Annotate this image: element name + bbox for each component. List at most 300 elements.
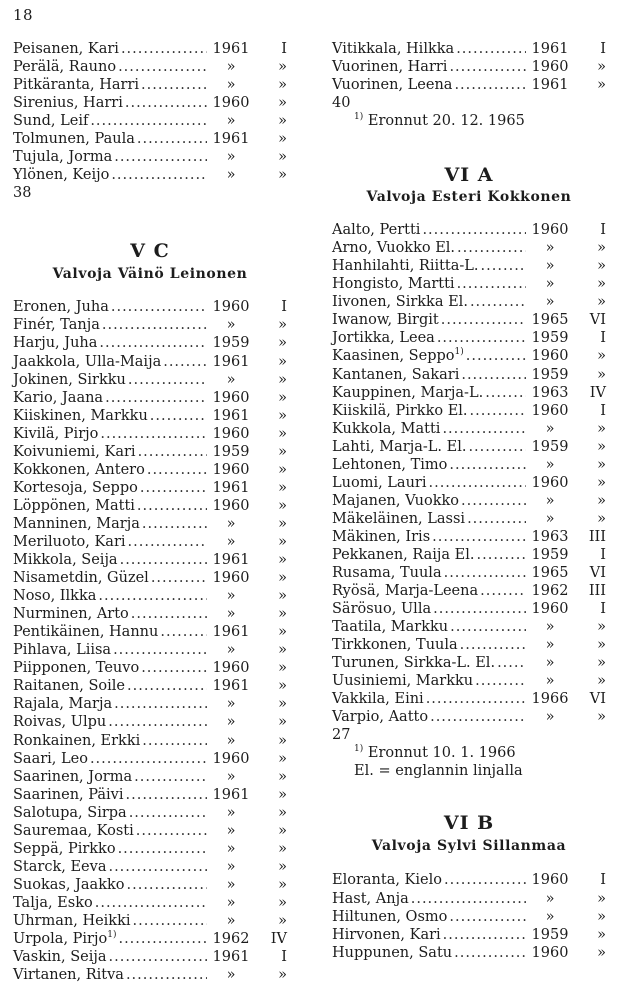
student-name-text: Huppunen, Satu [332,944,453,961]
student-name-text: Starck, Eeva [13,858,107,875]
birth-year: » [226,912,236,929]
student-row [13,166,287,184]
student-name [13,569,149,587]
birth-year: 1961 [212,678,250,695]
dot-leader [121,40,207,58]
student-list [13,40,287,184]
student-row [13,515,287,533]
dot-leader [461,366,526,384]
student-name-text: Koivuniemi, Kari [13,443,136,460]
birth-year: » [545,510,555,527]
class-count: 40 [332,95,351,112]
student-row [13,551,287,569]
birth-year: » [545,619,555,636]
student-name [13,677,125,695]
class-level: » [278,533,287,550]
student-name-text: Eloranta, Kielo [332,872,442,889]
birth-year: » [545,492,555,509]
student-name [13,425,98,443]
student-name [332,600,431,618]
birth-year: 1960 [531,348,569,365]
class-level: VI [589,312,606,329]
birth-year: » [226,822,236,839]
student-name [332,456,447,474]
student-name [13,659,139,677]
student-name [13,353,161,371]
dot-leader [477,546,527,564]
student-name-text: Hongisto, Martti [332,276,455,293]
student-name-text: Tujula, Jorma [13,149,113,166]
footnote-mark: 1) [107,930,117,941]
student-name [332,890,409,908]
student-name-text: Luomi, Lauri [332,474,427,491]
student-name [13,389,103,407]
abbreviation-note: El. = englannin linjalla [354,763,523,780]
class-level: » [278,335,287,352]
student-name [13,515,140,533]
class-level: » [278,497,287,514]
student-row [332,329,606,347]
section-title: VI A [444,164,494,187]
dot-leader [137,497,207,515]
birth-year: » [226,642,236,659]
student-row [332,275,606,293]
student-row [332,257,606,275]
student-name-text: Uhrman, Heikki [13,912,131,929]
dot-leader [449,456,526,474]
birth-year: » [226,714,236,731]
student-name-text: Kaasinen, Seppo [332,348,455,365]
birth-year: » [545,637,555,654]
student-row [13,804,287,822]
student-name [13,948,107,966]
dot-leader [437,329,526,347]
birth-year: 1962 [212,931,250,948]
dot-leader [449,908,526,926]
student-list [13,298,287,984]
student-row [13,623,287,641]
class-level: » [278,714,287,731]
student-name [332,257,479,275]
student-name-text: Sirenius, Harri [13,95,123,112]
student-name-text: Tolmunen, Paula [13,131,135,148]
dot-leader [90,750,207,768]
class-level: » [278,967,287,984]
student-name-text: Suokas, Jaakko [13,876,125,893]
class-level: » [597,492,606,509]
class-level: I [600,222,606,239]
birth-year: » [226,77,236,94]
student-name [332,366,459,384]
student-name-text: Kauppinen, Marja-L. [332,384,484,401]
birth-year: » [545,420,555,437]
birth-year: 1960 [531,474,569,491]
student-row [13,479,287,497]
birth-year: » [545,890,555,907]
birth-year: » [226,533,236,550]
student-row [332,636,606,654]
birth-year: 1962 [531,583,569,600]
dot-leader [444,564,526,582]
class-level: » [278,570,287,587]
student-name-text: Hast, Anja [332,890,409,907]
student-list [332,871,606,961]
birth-year: 1960 [531,402,569,419]
student-name-text: Ryösä, Marja-Leena [332,583,479,600]
dot-leader [137,130,207,148]
student-name-text: Hiltunen, Osmo [332,908,448,925]
class-level: III [588,583,606,600]
dot-leader [163,353,207,371]
class-level: III [588,528,606,545]
student-row [332,402,606,420]
section-title: VI B [443,812,495,835]
birth-year: » [545,240,555,257]
student-row [13,768,287,786]
student-row [332,58,606,76]
student-row [332,347,606,365]
student-list [332,40,606,94]
birth-year: » [545,673,555,690]
class-level: » [278,678,287,695]
student-name-text: Jokinen, Sirkku [13,371,126,388]
student-name [332,926,441,944]
student-row [332,546,606,564]
dot-leader [147,461,207,479]
student-row [13,112,287,130]
section-supervisor: Valvoja Sylvi Sillanmaa [371,838,567,855]
student-row [13,316,287,334]
right-column [332,40,606,962]
student-row [332,690,606,708]
class-level: » [597,59,606,76]
class-level: » [597,944,606,961]
class-level: » [278,353,287,370]
dot-leader [113,641,207,659]
birth-year: » [545,709,555,726]
birth-year: » [545,456,555,473]
student-row [13,930,287,948]
birth-year: 1961 [212,624,250,641]
student-name [332,636,458,654]
student-row [332,944,606,962]
birth-year: 1959 [212,335,250,352]
birth-year: » [226,696,236,713]
class-level: I [600,402,606,419]
class-level: » [278,840,287,857]
dot-leader [497,654,526,672]
student-row [13,822,287,840]
student-name [13,316,100,334]
student-row [13,677,287,695]
class-level: » [278,515,287,532]
student-name [13,40,119,58]
student-row [332,420,606,438]
footnote-mark: 1) [354,112,364,123]
student-row [332,564,606,582]
birth-year: 1961 [212,353,250,370]
birth-year: 1960 [531,872,569,889]
student-name-text: Rusama, Tuula [332,565,442,582]
dot-leader [120,551,207,569]
class-level: I [281,299,287,316]
student-name-text: Kario, Jaana [13,389,104,406]
class-level: » [597,294,606,311]
student-name [13,533,126,551]
student-row [332,76,606,94]
student-name [332,239,455,257]
student-row [332,708,606,726]
student-row [13,58,287,76]
student-name-text: Seppä, Pirkko [13,840,116,857]
student-name-text: Nisametdin, Güzel [13,570,149,587]
student-name [13,822,134,840]
student-name-text: Vaskin, Seija [13,949,107,966]
dot-leader [126,786,208,804]
dot-leader [481,257,526,275]
class-level: » [278,696,287,713]
dot-leader [160,623,207,641]
student-row [13,786,287,804]
class-level: » [278,371,287,388]
dot-leader [460,636,526,654]
class-level: » [597,348,606,365]
class-level: » [278,131,287,148]
birth-year: 1959 [531,330,569,347]
dot-leader [470,293,526,311]
class-level: » [597,438,606,455]
student-name [332,76,452,94]
class-level: IV [589,384,606,401]
student-name [13,130,135,148]
student-name-text: Hanhilahti, Riitta-L. [332,258,479,275]
class-level: » [597,926,606,943]
birth-year: 1960 [212,570,250,587]
birth-year: 1961 [212,949,250,966]
birth-year: 1960 [212,497,250,514]
dot-leader [142,515,207,533]
student-row [13,298,287,316]
dot-leader [108,858,207,876]
dot-leader [141,659,207,677]
class-level: » [278,95,287,112]
student-name-text: Jortikka, Leea [332,330,435,347]
student-name [332,347,464,365]
birth-year: » [226,113,236,130]
student-name [13,112,88,130]
student-name [332,546,475,564]
student-name [13,334,97,352]
student-name-text: Pitkäranta, Harri [13,77,140,94]
student-row [13,569,287,587]
dot-leader [422,221,526,239]
dot-leader [138,443,207,461]
birth-year: 1961 [212,786,250,803]
class-count: 27 [332,727,351,744]
footnote-mark: 1) [354,744,364,755]
student-row [332,293,606,311]
class-level: » [278,149,287,166]
student-name [332,708,428,726]
class-level: » [278,822,287,839]
student-name-text: Ylönen, Keijo [13,167,110,184]
student-row [13,407,287,425]
class-level: » [597,619,606,636]
student-name-text: Aalto, Pertti [332,222,421,239]
student-name-text: Talja, Esko [13,894,93,911]
birth-year: » [226,840,236,857]
student-row [13,732,287,750]
student-row [332,654,606,672]
student-name-text: Kivilä, Pirjo [13,425,99,442]
dot-leader [485,384,526,402]
birth-year: 1960 [212,299,250,316]
dot-leader [432,528,526,546]
class-level: » [278,750,287,767]
birth-year: 1965 [531,312,569,329]
birth-year: 1959 [531,366,569,383]
birth-year: 1961 [212,552,250,569]
birth-year: 1961 [531,41,569,57]
birth-year: » [226,894,236,911]
class-level: I [600,872,606,889]
student-name [332,672,473,690]
student-name-text: Meriluoto, Kari [13,533,126,550]
dot-leader [100,425,207,443]
class-level: » [597,890,606,907]
student-name [332,510,465,528]
dot-leader [428,474,526,492]
dot-leader [480,582,526,600]
student-name-text: Mikkola, Seija [13,552,118,569]
class-level: VI [589,691,606,708]
student-name [332,528,430,546]
student-row [13,130,287,148]
student-name [332,420,440,438]
student-name-text: Pentikäinen, Hannu [13,624,159,641]
student-name-text: Kukkola, Matti [332,420,441,437]
student-name [332,944,452,962]
dot-leader [114,148,207,166]
student-row [332,239,606,257]
student-row [332,908,606,926]
class-level: I [600,601,606,618]
student-name [332,384,483,402]
birth-year: » [226,371,236,388]
birth-year: 1966 [531,691,569,708]
dot-leader [95,894,207,912]
student-name [13,768,132,786]
birth-year: 1960 [212,750,250,767]
student-name [13,58,116,76]
dot-leader [131,605,207,623]
dot-leader [450,618,526,636]
student-name-text: Särösuo, Ulla [332,601,432,618]
student-name-text: Peisanen, Kari [13,41,119,57]
dot-leader [449,58,526,76]
student-name-text: Mäkeläinen, Lassi [332,510,466,527]
student-name-text: Finér, Tanja [13,317,100,334]
student-row [13,425,287,443]
student-name-text: Ronkainen, Erkki [13,732,141,749]
student-row [332,582,606,600]
birth-year: 1963 [531,528,569,545]
student-name [332,871,442,889]
birth-year: 1960 [212,95,250,112]
class-level: I [600,546,606,563]
student-row [13,912,287,930]
class-level: » [278,113,287,130]
student-name-text: Salotupa, Sirpa [13,804,127,821]
dot-leader [457,239,526,257]
birth-year: 1959 [531,926,569,943]
student-name-text: Mäkinen, Iris [332,528,431,545]
student-name-text: Vakkila, Eini [332,691,424,708]
birth-year: 1960 [531,59,569,76]
student-name-text: Löppönen, Matti [13,497,135,514]
class-level: » [278,804,287,821]
student-name [13,407,148,425]
dot-leader [136,822,207,840]
class-level: » [278,552,287,569]
class-level: » [278,443,287,460]
class-level: » [597,637,606,654]
dot-leader [441,311,526,329]
student-name [13,605,129,623]
birth-year: » [226,167,236,184]
class-level: IV [270,931,287,948]
dot-leader [111,166,207,184]
class-level: » [597,709,606,726]
student-name-text: Urpola, Pirjo [13,931,108,948]
birth-year: » [226,606,236,623]
class-level: » [597,908,606,925]
class-level: I [600,330,606,347]
student-name [332,293,468,311]
student-row [332,474,606,492]
class-level: » [278,407,287,424]
class-level: I [281,949,287,966]
student-name [332,402,468,420]
class-level: » [278,479,287,496]
section-supervisor: Valvoja Väinö Leinonen [52,266,248,283]
student-row [13,389,287,407]
footnote-text: Eronnut 20. 12. 1965 [367,113,525,130]
birth-year: » [226,876,236,893]
dot-leader [142,732,207,750]
student-name [332,40,454,58]
student-name-text: Virtanen, Ritva [13,967,124,984]
student-name [13,713,106,731]
birth-year: 1965 [531,565,569,582]
student-row [332,600,606,618]
birth-year: » [226,858,236,875]
birth-year: 1961 [531,77,569,94]
student-name-text: Uusiniemi, Markku [332,673,474,690]
class-level: » [597,276,606,293]
dot-leader [426,690,526,708]
student-row [13,40,287,58]
birth-year: 1960 [212,660,250,677]
section-title: V C [130,240,170,263]
dot-leader [457,275,526,293]
student-name [13,966,124,984]
left-column [13,40,287,984]
student-name [13,551,118,569]
student-name [13,732,140,750]
student-name [13,461,145,479]
footnote [332,744,606,762]
